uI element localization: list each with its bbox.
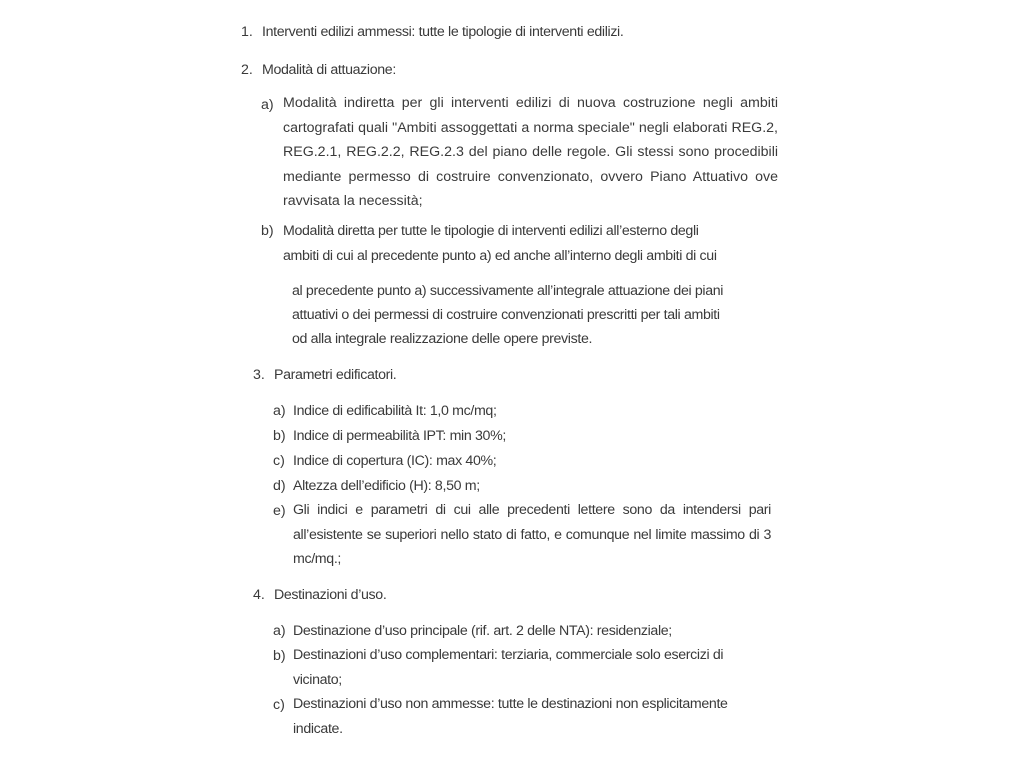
item-text: Altezza dell’edificio (H): 8,50 m;: [293, 478, 480, 494]
item-text: Destinazioni d’uso complementari: terziaria, commerciale solo esercizi di vicinato;: [293, 647, 724, 688]
item-label: c): [273, 697, 285, 713]
section-number: 4.: [253, 587, 265, 603]
item-text-line: al precedente punto a) successivamente all’integrale attuazione dei piani: [292, 283, 724, 299]
item-text: Indice di permeabilità IPT: min 30%;: [293, 428, 506, 444]
item-text-clip: [283, 91, 778, 211]
item-text-line: attuativi o dei permessi di costruire convenzionati prescritti per tali ambiti: [292, 307, 720, 323]
item-label: b): [261, 223, 274, 239]
item-text: Modalità indiretta per gli interventi edilizi di nuova costruzione negli ambiti cartografati quali "Ambiti assoggettati a norma speciale" negli elaborati REG.2, REG.2.1, REG.2.2, REG.2.3 del piano delle regole. Gli stessi sono procedibili mediante permesso di costruire convenzionato, ovvero Piano Attuativo ove ravvisata la necessità;: [283, 95, 778, 209]
section-number: 2.: [241, 62, 253, 78]
section-title: Destinazioni d’uso.: [274, 587, 387, 603]
item-label: a): [273, 623, 286, 639]
item-text: Indice di copertura (IC): max 40%;: [293, 453, 497, 469]
section-number: 1.: [241, 24, 253, 40]
item-text-line: od alla integrale realizzazione delle opere previste.: [292, 331, 593, 347]
item-text-line: ambiti di cui al precedente punto a) ed anche all’interno degli ambiti di cui: [283, 248, 717, 264]
item-text: Destinazione d’uso principale (rif. art. 2 delle NTA): residenziale;: [293, 623, 672, 639]
item-text: Indice di edificabilità It: 1,0 mc/mq;: [293, 403, 497, 419]
section-title: Interventi edilizi ammessi: tutte le tipologie di interventi edilizi.: [262, 24, 624, 40]
item-label: a): [273, 403, 286, 419]
item-label: c): [273, 453, 285, 469]
item-text: Destinazioni d’uso non ammesse: tutte le destinazioni non esplicitamente indicate.: [293, 696, 728, 737]
item-label: d): [273, 478, 286, 494]
item-label: b): [273, 428, 286, 444]
item-text-line: Modalità diretta per tutte le tipologie di interventi edilizi all’esterno degli: [283, 223, 699, 239]
section-title: Modalità di attuazione:: [262, 62, 396, 78]
section-title: Parametri edificatori.: [274, 367, 397, 383]
item-text: Gli indici e parametri di cui alle precedenti lettere sono da intendersi pari all’esistente se superiori nello stato di fatto, e comunque nel limite massimo di 3 mc/mq.;: [293, 502, 771, 567]
item-label: a): [261, 97, 274, 113]
item-label: e): [273, 503, 286, 519]
item-label: b): [273, 648, 286, 664]
section-number: 3.: [253, 367, 265, 383]
